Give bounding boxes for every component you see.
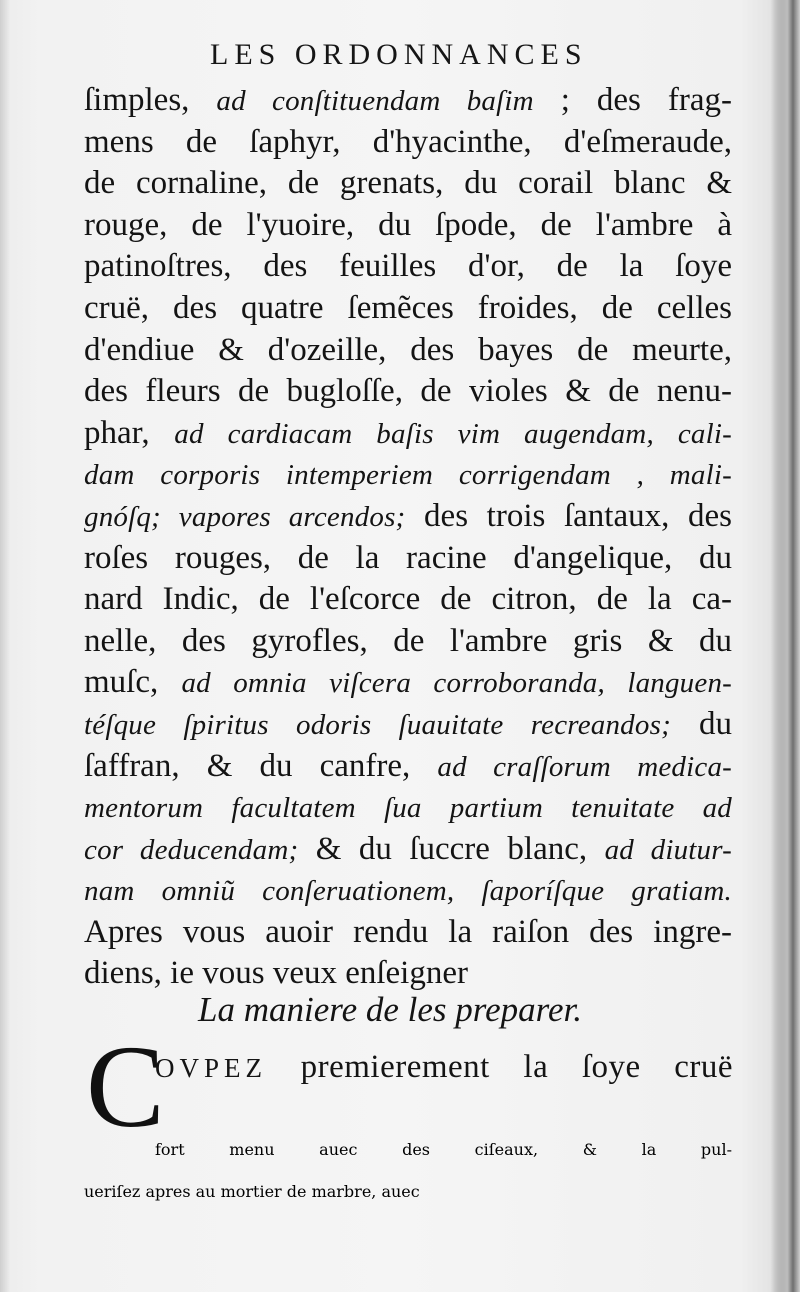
latin-italic-text: ad craſſorum medica-: [437, 750, 732, 783]
latin-italic-text: dam corporis intemperiem corrigendam , mali-: [84, 459, 732, 492]
roman-text: diens, ie vous veux enſeigner: [84, 955, 468, 992]
roman-text: phar,: [84, 414, 175, 451]
paragraph-line: [84, 246, 732, 288]
roman-text: du: [670, 705, 733, 742]
running-head: LES ORDONNANCES: [210, 38, 588, 71]
latin-italic-text: nam omniũ conſeruationem, ſaporíſque gratiam.: [84, 875, 732, 908]
paragraph-line: [84, 787, 732, 829]
roman-text: Apres vous auoir rendu la raiſon des ingre-: [84, 913, 732, 950]
paragraph-line: [84, 330, 732, 372]
paragraph-line: [84, 953, 732, 995]
paragraph-line: [155, 1047, 733, 1089]
latin-italic-text: ad omnia viſcera corroboranda, languen-: [181, 667, 733, 700]
latin-italic-text: cor deducendam;: [84, 833, 299, 866]
latin-italic-text: ad diutur-: [604, 833, 732, 866]
section-heading: La maniere de les preparer.: [198, 990, 582, 1029]
page-left-edge-shadow: [0, 0, 10, 1292]
paragraph-line: [84, 538, 732, 580]
paragraph-line: [84, 746, 732, 788]
paragraph-line: ueriſez apres au mortier de marbre, auec: [84, 1181, 420, 1201]
page-gutter-edge: [772, 0, 800, 1292]
roman-text: d'endiue & d'ozeille, des bayes de meurte,: [84, 331, 732, 368]
line-text: premierement la ſoye cruë: [300, 1049, 734, 1085]
paragraph-line: [84, 496, 732, 538]
roman-text: rouge, de l'yuoire, du ſpode, de l'ambre à: [84, 206, 732, 243]
roman-text: de cornaline, de grenats, du corail blanc &: [84, 165, 732, 202]
paragraph-line: [84, 205, 732, 247]
paragraph-line: [84, 912, 732, 954]
roman-text: nard Indic, de l'eſcorce de citron, de la ca-: [84, 581, 732, 618]
roman-text: muſc,: [84, 664, 182, 701]
roman-text: ſimples,: [84, 82, 217, 118]
latin-italic-text: gnóſq; vapores arcendos;: [84, 500, 406, 533]
roman-text: ; des frag-: [533, 82, 732, 118]
paragraph-line: [84, 579, 732, 621]
latin-italic-text: ad cardiacam baſis vim augendam, cali-: [174, 417, 732, 450]
paragraph-line: fort menu auec des ciſeaux, & la pul-: [155, 1140, 732, 1159]
roman-text: mens de ſaphyr, d'hyacinthe, d'eſmeraude,: [84, 123, 732, 160]
paragraph-line: [84, 80, 732, 122]
paragraph-line: [84, 163, 732, 205]
roman-text: des trois ſantaux, des: [405, 497, 732, 534]
roman-text: nelle, des gyrofles, de l'ambre gris & du: [84, 622, 732, 659]
latin-italic-text: téſque ſpiritus odoris ſuauitate recreandos;: [84, 708, 671, 741]
paragraph-line: [84, 662, 732, 704]
roman-text: roſes rouges, de la racine d'angelique, du: [84, 539, 732, 576]
paragraph-line: [84, 371, 732, 413]
initial-word-caps: OVPEZ: [155, 1053, 267, 1083]
paragraph-preparation: [155, 1047, 733, 1089]
paragraph-line: [84, 704, 732, 746]
paragraph-line: [84, 870, 732, 912]
roman-text: ſaffran, & du canfre,: [84, 747, 438, 784]
paragraph-ingredients: [84, 80, 732, 995]
drop-cap-initial: C: [86, 1021, 165, 1152]
latin-italic-text: mentorum facultatem ſua partium tenuitate ad: [84, 792, 732, 825]
roman-text: patinoſtres, des feuilles d'or, de la ſoye: [84, 248, 732, 285]
roman-text: cruë, des quatre ſemẽces froides, de celles: [84, 289, 732, 326]
roman-text: & du ſuccre blanc,: [298, 830, 605, 867]
paragraph-line: [84, 621, 732, 663]
paragraph-line: [84, 288, 732, 330]
paragraph-line: [84, 829, 732, 871]
paragraph-line: [84, 454, 732, 496]
paragraph-preparation-continued: [84, 1140, 732, 1223]
latin-italic-text: ad conſtituendam baſim: [216, 85, 534, 117]
roman-text: des fleurs de bugloſſe, de violes & de nenu-: [84, 373, 732, 410]
paragraph-line: [84, 413, 732, 455]
paragraph-line: [84, 122, 732, 164]
